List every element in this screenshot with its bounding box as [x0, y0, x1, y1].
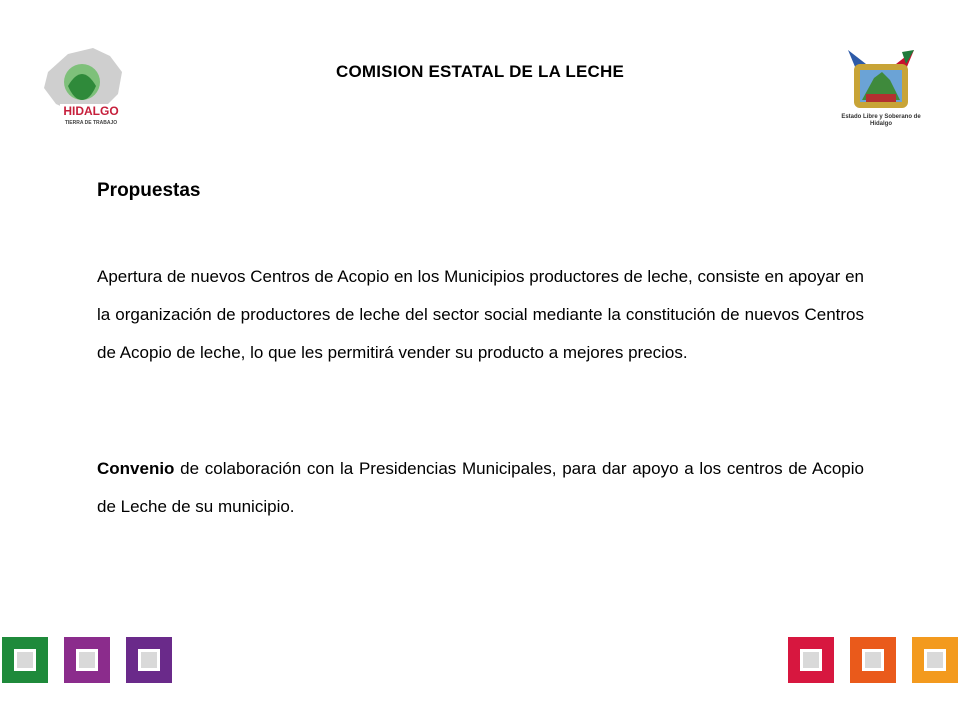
- paragraph-convenio-bold: Convenio: [97, 459, 175, 478]
- footer-square-amber: [912, 637, 958, 683]
- footer-square-orange: [850, 637, 896, 683]
- footer-square-magenta: [64, 637, 110, 683]
- paragraph-centros-acopio: Apertura de nuevos Centros de Acopio en los Municipios productores de leche, consiste en apoyar en la organización de productores de leche del sector social mediante la constitución de nuevos Centros de Acopio de leche, lo que les permitirá vender su producto a mejores precios.: [97, 267, 864, 362]
- logo-text: HIDALGO: [63, 104, 119, 118]
- footer-square-purple: [126, 637, 172, 683]
- hidalgo-logo-icon: [38, 42, 130, 132]
- footer-square-green: [2, 637, 48, 683]
- paragraph-convenio: [97, 450, 864, 526]
- page-title: COMISION ESTATAL DE LA LECHE: [336, 62, 624, 81]
- coat-of-arms-caption: Estado Libre y Soberano de Hidalgo: [841, 114, 921, 127]
- logo-subtext: TIERRA DE TRABAJO: [64, 120, 118, 126]
- section-heading: Propuestas: [97, 180, 201, 201]
- paragraph-convenio-text: de colaboración con la Presidencias Municipales, para dar apoyo a los centros de Acopio de Leche de su municipio.: [97, 459, 864, 516]
- footer-square-red: [788, 637, 834, 683]
